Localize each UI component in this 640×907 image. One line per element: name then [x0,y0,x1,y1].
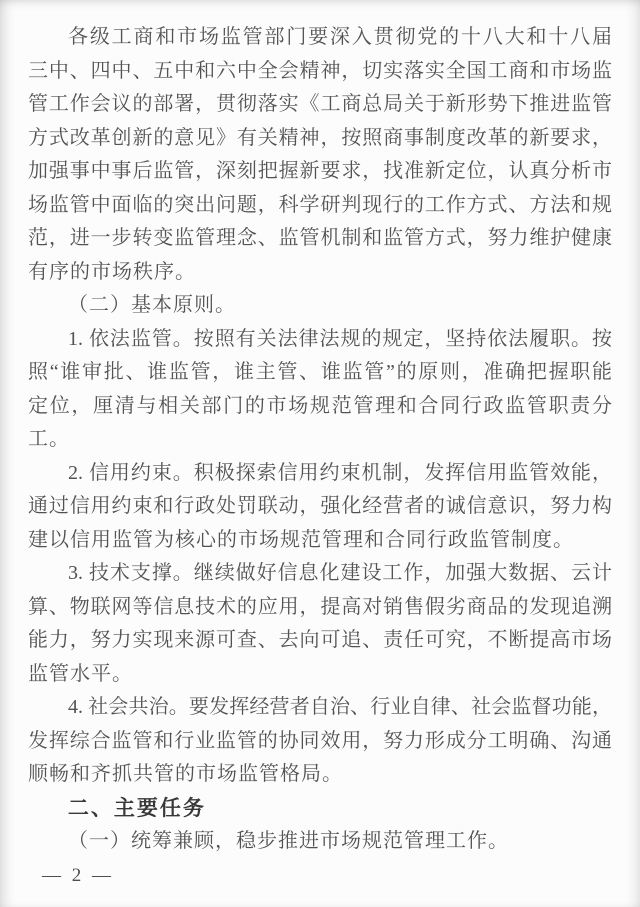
text-line: 4. 社会共治。要发挥经营者自治、行业自律、社会监督功能， [68,696,612,718]
subsection-label: （二）基本原则。 [68,294,236,316]
text-line: 加强事中事后监管，深刻把握新要求，找准新定位，认真分析市 [28,160,612,182]
section-heading: 二、主要任务 [67,796,206,820]
text-line: 场监管中面临的突出问题，科学研判现行的工作方式、方法和规 [28,193,612,216]
text-line: 管工作会议的部署，贯彻落实《工商总局关于新形势下推进监管 [28,93,612,115]
text-line: 各级工商和市场监管部门要深入贯彻党的十八大和十八届 [68,26,612,48]
text-line: 范，进一步转变监管理念、监管机制和监管方式，努力维护健康 [28,227,612,249]
subsection-heading: （一）统筹兼顾，稳步推进市场规范管理工作。 [68,830,509,852]
text-line: 照“谁审批、谁监管，谁主管、谁监管”的原则，准确把握职能 [28,361,612,383]
text-line: 1. 依法监管。按照有关法律法规的规定，坚持依法履职。按 [68,327,612,350]
text-line: 定位，厘清与相关部门的市场规范管理和合同行政监管职责分 [28,394,612,417]
text-line: 能力，努力实现来源可查、去向可追、责任可究，不断提高市场 [28,629,612,651]
text-line: 通过信用约束和行政处罚联动，强化经营者的诚信意识，努力构 [28,495,612,517]
text-line: 发挥综合监管和行业监管的协同效用，努力形成分工明确、沟通 [28,729,612,752]
text-line: 算、物联网等信息技术的应用，提高对销售假劣商品的发现追溯 [28,595,612,618]
text-line: 3. 技术支撑。继续做好信息化建设工作，加强大数据、云计 [68,562,612,584]
page-number: — 2 — [42,864,114,886]
text-line: 工。 [28,428,70,450]
text-line: 三中、四中、五中和六中全会精神，切实落实全国工商和市场监 [28,59,612,82]
text-line: 2. 信用约束。积极探索信用约束机制，发挥信用监管效能， [68,461,612,484]
text-line: 顺畅和齐抓共管的市场监管格局。 [28,763,343,785]
text-line: 方式改革创新的意见》有关精神，按照商事制度改革的新要求， [28,126,612,149]
text-line: 监管水平。 [28,662,133,685]
text-line: 有序的市场秩序。 [28,260,196,283]
text-line: 建以信用监管为核心的市场规范管理和合同行政监管制度。 [28,528,574,551]
